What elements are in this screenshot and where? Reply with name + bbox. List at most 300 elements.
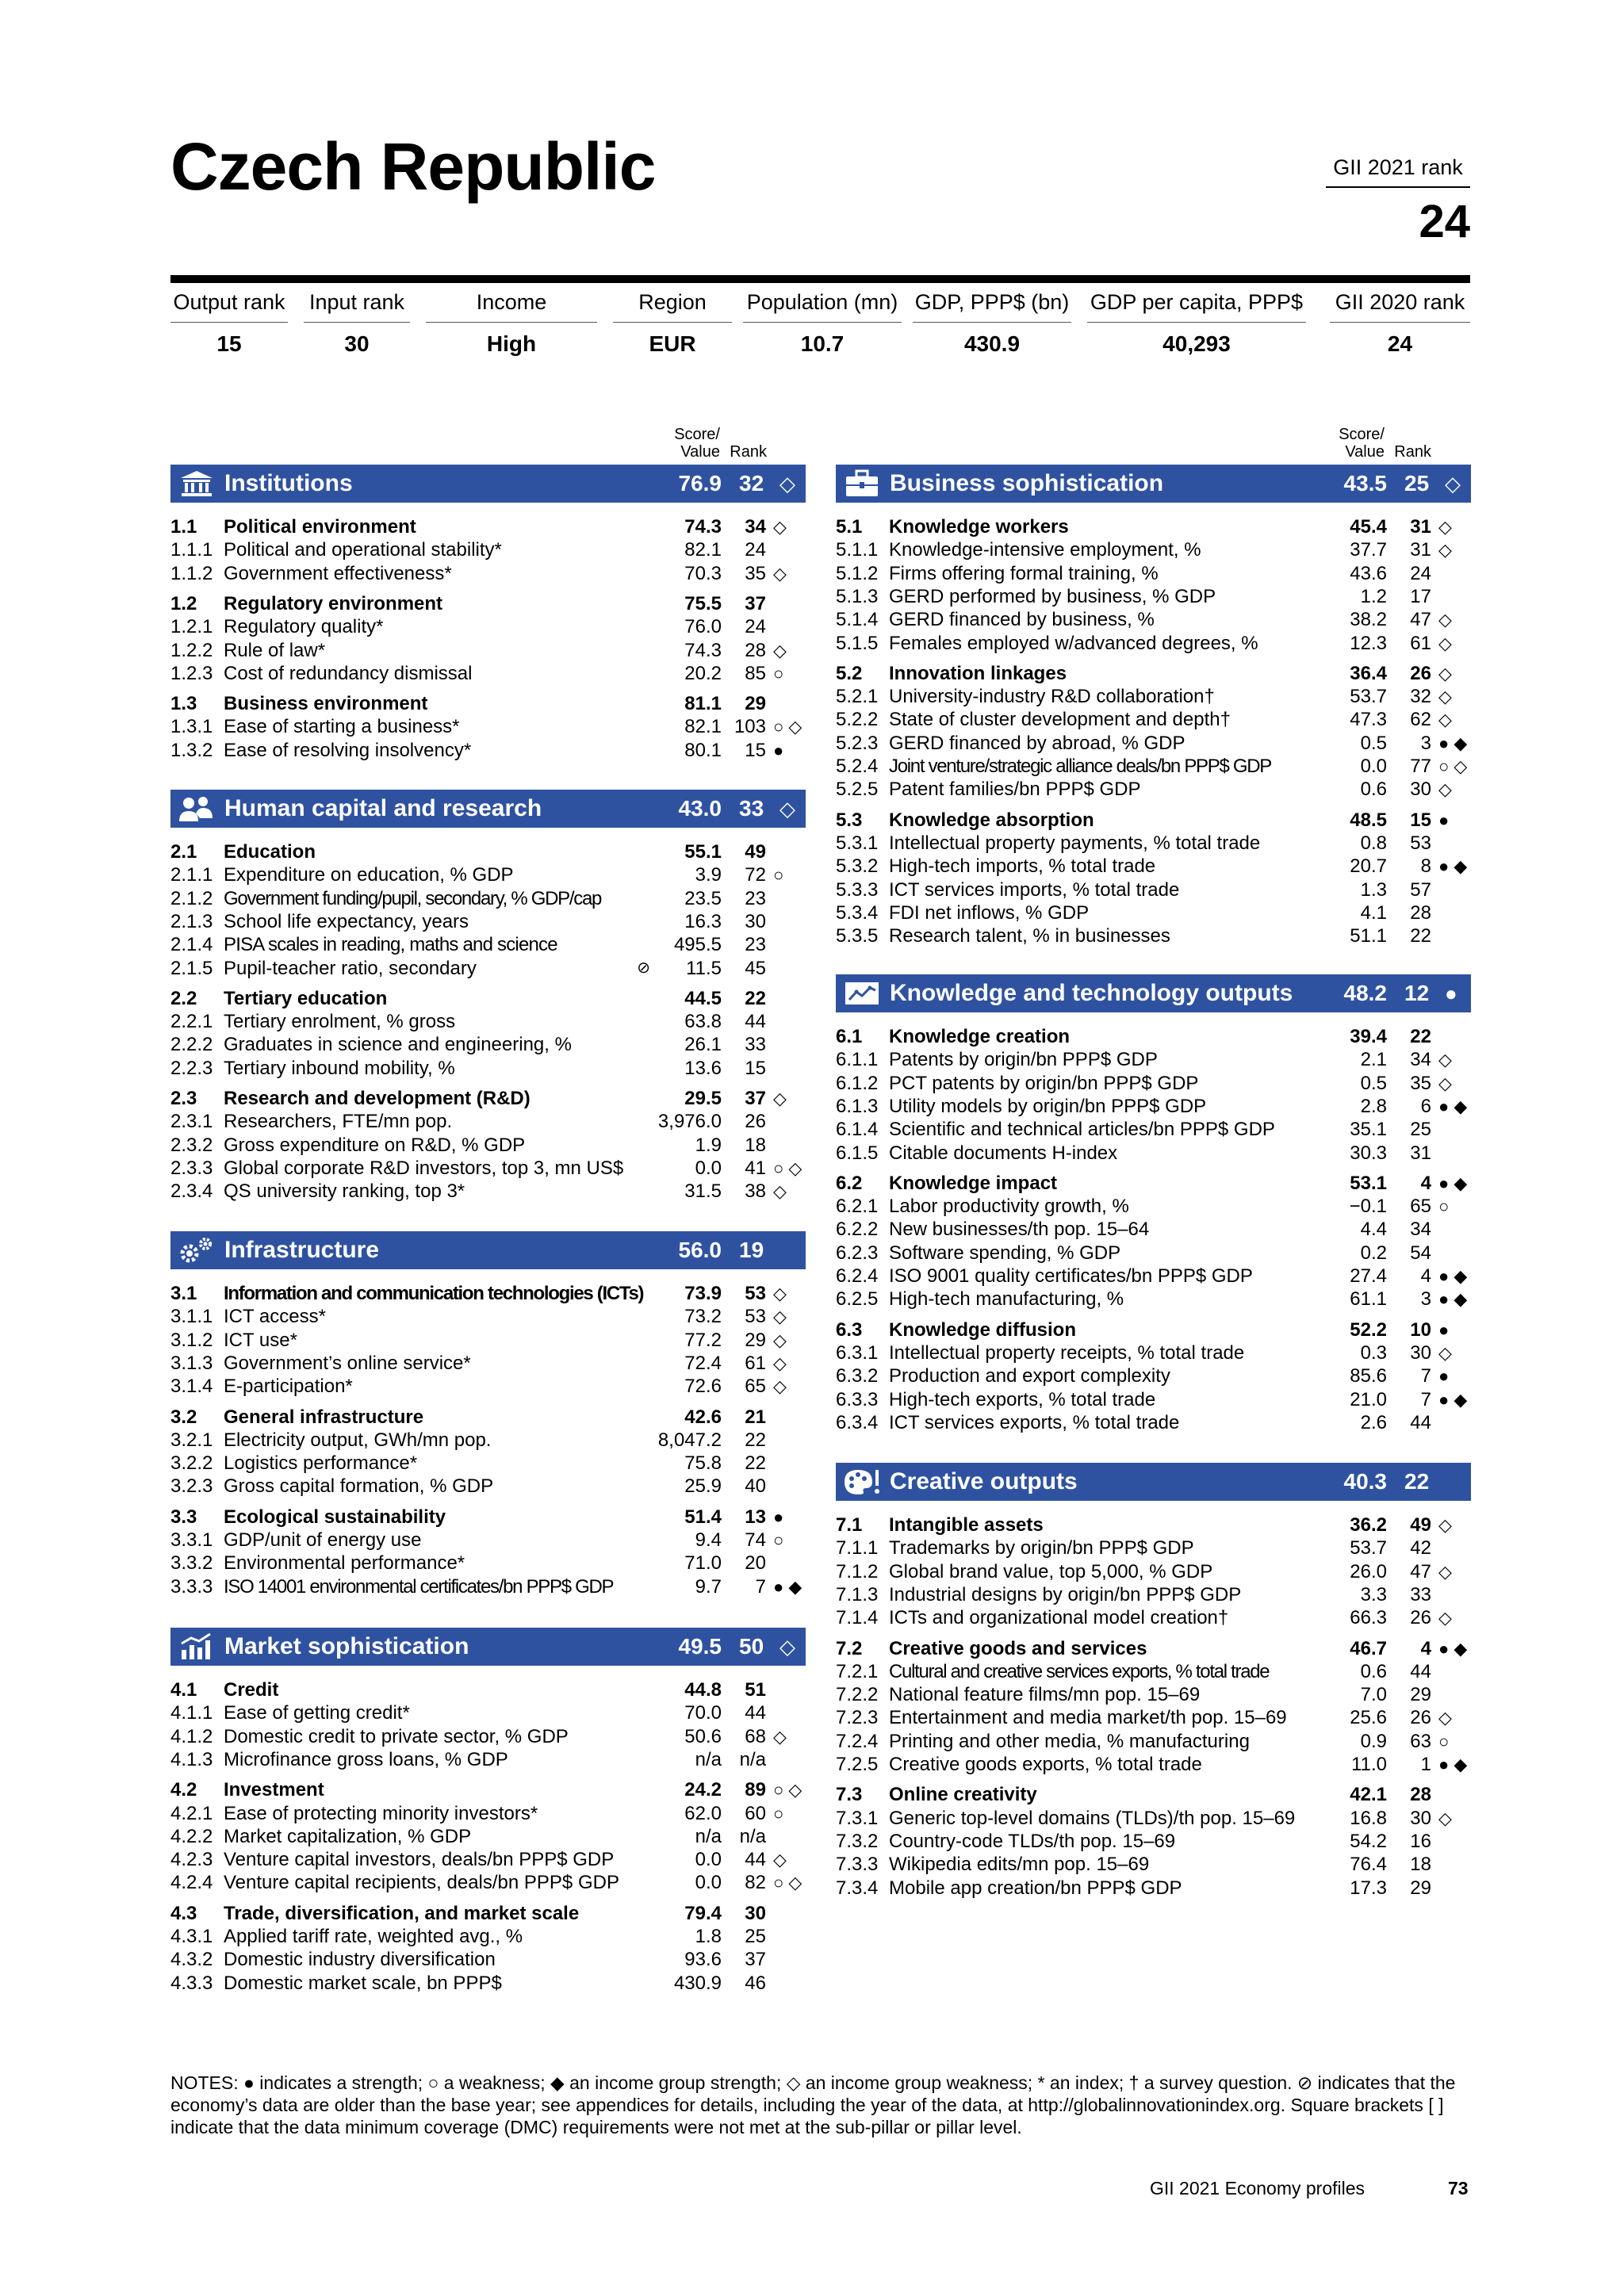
- indicator-name: Regulatory environment: [224, 592, 443, 614]
- indicator-value: 53.7: [1350, 1537, 1387, 1559]
- indicator-rank: 35: [745, 562, 766, 584]
- indicator-value: 0.5: [1360, 1072, 1387, 1094]
- indicator-value: 0.3: [1360, 1341, 1387, 1364]
- indicator-name: Investment: [224, 1779, 324, 1801]
- indicator-rank: 85: [745, 662, 766, 684]
- indicator-row-1-2-3: [170, 662, 806, 685]
- indicator-mark: ◇: [1438, 1342, 1452, 1363]
- indicator-name: Mobile app creation/bn PPP$ GDP: [889, 1877, 1182, 1899]
- indicator-code: 5.1: [836, 516, 863, 538]
- indicator-name: Patents by origin/bn PPP$ GDP: [889, 1049, 1158, 1071]
- indicator-name: Citable documents H-index: [889, 1142, 1118, 1164]
- indicator-value: 44.8: [684, 1679, 722, 1701]
- pillar-score: 43.0: [678, 796, 722, 821]
- indicator-value: 71.0: [684, 1552, 722, 1575]
- indicator-row-7-2-1: [836, 1660, 1471, 1683]
- indicator-name: Government effectiveness*: [224, 562, 452, 584]
- indicator-mark: ○ ◇: [773, 1873, 802, 1893]
- indicator-name: Logistics performance*: [224, 1452, 418, 1475]
- indicator-mark: ○ ◇: [1438, 756, 1468, 776]
- indicator-name: Generic top-level domains (TLDs)/th pop. 15–69: [889, 1807, 1296, 1829]
- indicator-code: 2.3.1: [170, 1111, 213, 1133]
- indicator-rank: 29: [745, 1329, 766, 1351]
- indicator-mark: ●: [773, 740, 784, 760]
- indicator-rank: 37: [745, 592, 766, 614]
- indicator-rank: 47: [1410, 1560, 1431, 1582]
- indicator-rank: 31: [1410, 539, 1431, 561]
- indicator-rank: 44: [745, 1702, 766, 1724]
- indicator-name: Firms offering formal training, %: [889, 562, 1159, 584]
- indicator-value: 26.0: [1350, 1560, 1387, 1582]
- indicator-value: 0.0: [695, 1849, 722, 1871]
- indicator-code: 4.3.1: [170, 1926, 213, 1947]
- indicator-row-6-3-1: [836, 1341, 1471, 1364]
- indicator-name: Domestic industry diversification: [224, 1949, 496, 1971]
- indicator-code: 1.2.1: [170, 616, 213, 638]
- indicator-value: 36.2: [1350, 1514, 1387, 1536]
- indicator-rank: 25: [745, 1926, 766, 1947]
- pillar-score: 56.0: [678, 1238, 722, 1262]
- indicator-name: Research and development (R&D): [224, 1088, 530, 1109]
- indicator-value: 29.5: [684, 1088, 722, 1109]
- indicator-row-3-3-2: [170, 1552, 806, 1575]
- indicator-code: 7.3.2: [836, 1830, 879, 1852]
- indicator-name: Knowledge absorption: [889, 809, 1094, 831]
- indicator-name: Labor productivity growth, %: [889, 1196, 1129, 1218]
- indicator-code: 2.1.2: [170, 887, 213, 909]
- indicator-value: 0.0: [695, 1157, 722, 1179]
- indicator-row-6-1: [836, 1025, 1471, 1048]
- indicator-rank: 7: [755, 1575, 766, 1598]
- indicator-row-3-1-1: [170, 1305, 806, 1328]
- indicator-row-2-1-5: [170, 957, 806, 980]
- indicator-mark: ◇: [773, 1181, 787, 1202]
- indicator-name: Trademarks by origin/bn PPP$ GDP: [889, 1537, 1194, 1559]
- summary-population-mn: Population (mn) 10.7: [743, 290, 902, 357]
- indicator-row-3-2: [170, 1406, 806, 1429]
- indicator-name: Political and operational stability*: [224, 539, 502, 561]
- indicator-code: 1.1.2: [170, 562, 213, 584]
- indicator-name: Females employed w/advanced degrees, %: [889, 632, 1258, 654]
- indicator-name: PCT patents by origin/bn PPP$ GDP: [889, 1072, 1199, 1094]
- indicator-name: Cultural and creative services exports, % total trade: [889, 1660, 1270, 1682]
- indicator-name: Ecological sustainability: [224, 1506, 446, 1528]
- indicator-code: 4.3.3: [170, 1972, 213, 1994]
- pillar-mark: ●: [1445, 982, 1457, 1005]
- indicator-value: 4.4: [1360, 1219, 1387, 1241]
- indicator-code: 6.2: [836, 1172, 863, 1194]
- indicator-value: 46.7: [1350, 1637, 1387, 1659]
- indicator-row-1-2-1: [170, 615, 806, 638]
- indicator-row-7-3-2: [836, 1830, 1471, 1853]
- indicator-code: 1.3: [170, 693, 197, 715]
- indicator-row-4-2: [170, 1778, 806, 1801]
- indicator-name: Production and export complexity: [889, 1365, 1170, 1387]
- indicator-rank: 30: [745, 910, 766, 932]
- indicator-mark: ◇: [1438, 1608, 1452, 1628]
- indicator-code: 5.2.5: [836, 779, 879, 801]
- indicator-row-3-3-3: [170, 1575, 806, 1598]
- indicator-code: 5.3.2: [836, 855, 879, 878]
- indicator-code: 7.2.2: [836, 1684, 879, 1706]
- indicator-row-5-3-4: [836, 901, 1471, 924]
- indicator-mark: ◇: [1438, 540, 1452, 561]
- indicator-mark: ○: [773, 1803, 784, 1823]
- pillar-mark: ◇: [779, 472, 795, 496]
- summary-gdp-ppp-bn: GDP, PPP$ (bn) 430.9: [913, 290, 1071, 357]
- indicator-value: 82.1: [684, 539, 722, 561]
- indicator-row-5-3-3: [836, 878, 1471, 901]
- indicator-rank: 57: [1410, 878, 1431, 901]
- indicator-mark: ○: [1438, 1196, 1450, 1217]
- indicator-code: 4.2.1: [170, 1802, 213, 1824]
- people-icon: [177, 794, 216, 823]
- indicator-value: 53.7: [1350, 686, 1387, 708]
- trend-chart-icon: [842, 979, 882, 1008]
- indicator-rank: 20: [745, 1552, 766, 1575]
- indicator-rank: 82: [745, 1872, 766, 1894]
- indicator-code: 7.2.1: [836, 1660, 879, 1682]
- indicator-row-4-3-2: [170, 1948, 806, 1971]
- indicator-code: 3.1: [170, 1283, 197, 1304]
- indicator-code: 6.1.4: [836, 1119, 879, 1141]
- indicator-mark: ● ◆: [1438, 856, 1468, 877]
- indicator-rank: 103: [733, 716, 766, 738]
- indicator-rank: 29: [1410, 1877, 1431, 1899]
- indicator-rank: 34: [745, 516, 766, 538]
- indicator-code: 5.3.4: [836, 901, 879, 924]
- indicator-rank: 22: [1410, 1026, 1431, 1047]
- indicator-mark: ● ◆: [1438, 1755, 1468, 1774]
- indicator-code: 5.1.1: [836, 539, 879, 561]
- indicator-value: 27.4: [1350, 1265, 1387, 1287]
- indicator-row-5-2-3: [836, 732, 1471, 755]
- indicator-value: 82.1: [684, 716, 722, 738]
- indicator-rank: 1: [1420, 1754, 1431, 1775]
- indicator-rank: 38: [745, 1181, 766, 1203]
- indicator-name: E-participation*: [224, 1376, 353, 1398]
- indicator-code: 3.3.1: [170, 1529, 213, 1551]
- indicator-code: 5.2.3: [836, 732, 879, 754]
- indicator-mark: ○: [773, 1530, 784, 1550]
- indicator-name: Entertainment and media market/th pop. 15–69: [889, 1707, 1287, 1729]
- indicator-name: Utility models by origin/bn PPP$ GDP: [889, 1095, 1207, 1117]
- indicator-value: 70.3: [684, 562, 722, 584]
- indicator-code: 7.1: [836, 1514, 863, 1536]
- indicator-code: 5.1.4: [836, 609, 879, 631]
- indicator-code: 6.3.2: [836, 1365, 879, 1387]
- indicator-row-5-3-1: [836, 832, 1471, 855]
- indicator-mark: ◇: [1438, 1708, 1452, 1728]
- indicator-rank: 24: [745, 539, 766, 561]
- indicator-name: Information and communication technologies (ICTs): [224, 1283, 644, 1304]
- indicator-value: 25.6: [1350, 1707, 1387, 1729]
- left-score-header: Score/ Value: [674, 426, 720, 461]
- indicator-rank: 37: [745, 1088, 766, 1109]
- indicator-mark: ◇: [1438, 710, 1452, 730]
- indicator-rank: 31: [1410, 1142, 1431, 1164]
- indicator-row-4-2-2: [170, 1825, 806, 1848]
- indicator-value: 73.9: [684, 1283, 722, 1304]
- indicator-name: Global brand value, top 5,000, % GDP: [889, 1560, 1213, 1582]
- indicator-value: 1.2: [1360, 585, 1387, 607]
- indicator-code: 5.2.1: [836, 686, 879, 708]
- indicator-rank: 23: [745, 934, 766, 956]
- indicator-code: 7.3.3: [836, 1854, 879, 1876]
- indicator-value: n/a: [695, 1748, 722, 1770]
- indicator-code: 2.1.1: [170, 864, 213, 886]
- indicator-name: Tertiary inbound mobility, %: [224, 1057, 455, 1079]
- indicator-value: 79.4: [684, 1902, 722, 1924]
- indicator-row-2-3-4: [170, 1180, 806, 1203]
- indicator-rank: 3: [1420, 732, 1431, 754]
- indicator-name: Online creativity: [889, 1784, 1037, 1806]
- indicator-code: 3.3.3: [170, 1575, 213, 1598]
- indicator-code: 2.3.3: [170, 1157, 213, 1179]
- indicator-name: GDP/unit of energy use: [224, 1529, 422, 1551]
- indicator-code: 2.2.2: [170, 1034, 213, 1056]
- indicator-mark: ● ◆: [1438, 1266, 1468, 1286]
- indicator-rank: 16: [1410, 1830, 1431, 1852]
- indicator-row-4-1: [170, 1678, 806, 1701]
- indicator-mark: ◇: [1438, 779, 1452, 800]
- indicator-rank: 24: [745, 616, 766, 638]
- pillar-name: Infrastructure: [224, 1237, 380, 1263]
- indicator-name: Scientific and technical articles/bn PPP$ GDP: [889, 1119, 1275, 1141]
- indicator-rank: 44: [1410, 1411, 1431, 1433]
- indicator-value: 47.3: [1350, 709, 1387, 731]
- indicator-name: New businesses/th pop. 15–64: [889, 1219, 1150, 1241]
- indicator-mark: ● ◆: [1438, 1173, 1468, 1193]
- indicator-value: 9.7: [695, 1575, 722, 1598]
- indicator-code: 7.2.5: [836, 1754, 879, 1775]
- indicator-rank: 32: [1410, 686, 1431, 708]
- indicator-mark: ● ◆: [773, 1576, 802, 1597]
- indicator-value: 430.9: [673, 1972, 722, 1994]
- indicator-value: 0.5: [1360, 732, 1387, 754]
- pillar-mark: ◇: [779, 1635, 795, 1659]
- palette-icon: [842, 1468, 882, 1496]
- indicator-row-6-2-1: [836, 1195, 1471, 1218]
- indicator-name: Knowledge diffusion: [889, 1318, 1076, 1341]
- indicator-value: 0.9: [1360, 1730, 1387, 1752]
- indicator-row-6-1-4: [836, 1118, 1471, 1141]
- gii-rank-value: 24: [1419, 196, 1470, 247]
- indicator-code: 2.1: [170, 841, 197, 863]
- indicator-code: 5.1.3: [836, 585, 879, 607]
- indicator-code: 7.1.1: [836, 1537, 879, 1559]
- indicator-mark: ●: [1438, 1366, 1450, 1387]
- indicator-value: 1.8: [695, 1926, 722, 1947]
- indicator-value: 17.3: [1350, 1877, 1387, 1899]
- indicator-code: 6.3.1: [836, 1341, 879, 1364]
- indicator-value: 0.0: [1360, 756, 1387, 777]
- indicator-name: Intellectual property payments, % total trade: [889, 832, 1261, 854]
- indicator-rank: 49: [1410, 1514, 1431, 1536]
- indicator-code: 1.1: [170, 516, 197, 538]
- indicator-name: Political environment: [224, 516, 416, 538]
- summary-gdp-per-capita-ppp: GDP per capita, PPP$ 40,293: [1087, 290, 1306, 357]
- indicator-value: 51.4: [684, 1506, 722, 1528]
- indicator-code: 5.1.2: [836, 562, 879, 584]
- indicator-rank: 17: [1410, 585, 1431, 607]
- indicator-value: 51.1: [1350, 925, 1387, 947]
- indicator-code: 1.2.3: [170, 662, 213, 684]
- indicator-value: 31.5: [684, 1181, 722, 1203]
- indicator-name: Global corporate R&D investors, top 3, mn US$: [224, 1157, 624, 1179]
- indicator-row-2-3-3: [170, 1157, 806, 1180]
- indicator-value: 50.6: [684, 1725, 722, 1747]
- indicator-code: 2.3: [170, 1088, 197, 1109]
- indicator-value: 7.0: [1360, 1684, 1387, 1706]
- indicator-row-1-3: [170, 692, 806, 715]
- indicator-mark: ○: [773, 865, 784, 886]
- pillar-human-capital-and-research: [170, 790, 806, 828]
- indicator-value: 2.8: [1360, 1095, 1387, 1117]
- old-data-icon: ⊘: [637, 959, 650, 977]
- indicator-row-5-1-4: [836, 608, 1471, 631]
- indicator-row-7-2-3: [836, 1706, 1471, 1729]
- indicator-rank: 22: [745, 1452, 766, 1475]
- indicator-value: 1.3: [1360, 878, 1387, 901]
- indicator-value: 70.0: [684, 1702, 722, 1724]
- pillar-score: 49.5: [678, 1634, 722, 1659]
- pillar-name: Institutions: [224, 470, 353, 496]
- pillar-infrastructure: [170, 1231, 806, 1269]
- pillar-score: 48.2: [1343, 981, 1387, 1005]
- indicator-row-7-1: [836, 1513, 1471, 1536]
- indicator-row-5-1-5: [836, 632, 1471, 655]
- indicator-code: 7.1.4: [836, 1607, 879, 1629]
- indicator-rank: 7: [1420, 1365, 1431, 1387]
- indicator-value: 81.1: [684, 693, 722, 715]
- indicator-row-1-3-2: [170, 739, 806, 762]
- indicator-code: 6.1.1: [836, 1049, 879, 1071]
- indicator-name: Electricity output, GWh/mn pop.: [224, 1429, 492, 1451]
- footer-text: GII 2021 Economy profiles: [1150, 2178, 1365, 2198]
- indicator-row-4-3: [170, 1902, 806, 1925]
- pillar-rank: 19: [739, 1238, 764, 1262]
- indicator-code: 5.3.3: [836, 878, 879, 901]
- indicator-row-1-1-2: [170, 562, 806, 585]
- indicator-value: 39.4: [1350, 1026, 1387, 1047]
- indicator-row-5-3: [836, 809, 1471, 832]
- indicator-code: 3.1.3: [170, 1352, 213, 1374]
- indicator-rank: 44: [1410, 1660, 1431, 1682]
- summary-output-rank: Output rank 15: [170, 290, 288, 357]
- indicator-value: 75.5: [684, 592, 722, 614]
- pillar-name: Creative outputs: [890, 1468, 1078, 1494]
- indicator-row-6-2-2: [836, 1218, 1471, 1241]
- indicator-rank: 54: [1410, 1242, 1431, 1264]
- indicator-code: 6.1: [836, 1026, 863, 1047]
- summary-input-rank: Input rank 30: [304, 290, 410, 357]
- indicator-code: 6.2.4: [836, 1265, 879, 1287]
- indicator-mark: ●: [1438, 809, 1450, 830]
- indicator-row-2-1-1: [170, 863, 806, 886]
- indicator-mark: ● ◆: [1438, 733, 1468, 753]
- indicator-row-1-2: [170, 592, 806, 615]
- indicator-row-7-3-3: [836, 1853, 1471, 1876]
- indicator-rank: 33: [1410, 1583, 1431, 1605]
- indicator-name: State of cluster development and depth†: [889, 709, 1231, 731]
- indicator-name: Innovation linkages: [889, 662, 1067, 684]
- indicator-row-4-1-1: [170, 1701, 806, 1724]
- indicator-row-3-2-2: [170, 1452, 806, 1475]
- indicator-value: 35.1: [1350, 1119, 1387, 1141]
- indicator-code: 3.1.1: [170, 1306, 213, 1328]
- indicator-name: Rule of law*: [224, 639, 326, 661]
- indicator-row-7-2-2: [836, 1683, 1471, 1706]
- indicator-value: 75.8: [684, 1452, 722, 1475]
- indicator-mark: ◇: [1438, 1561, 1452, 1582]
- indicator-mark: ● ◆: [1438, 1638, 1468, 1659]
- indicator-rank: 37: [745, 1949, 766, 1971]
- pillar-name: Human capital and research: [224, 795, 542, 821]
- indicator-name: High-tech imports, % total trade: [889, 855, 1156, 878]
- page-title: Czech Republic: [170, 129, 656, 204]
- indicator-name: ISO 9001 quality certificates/bn PPP$ GDP: [889, 1265, 1253, 1287]
- indicator-name: Patent families/bn PPP$ GDP: [889, 779, 1141, 801]
- indicator-rank: 15: [1410, 809, 1431, 831]
- indicator-row-7-3-4: [836, 1877, 1471, 1900]
- indicator-mark: ● ◆: [1438, 1389, 1468, 1410]
- indicator-code: 6.2.2: [836, 1219, 879, 1241]
- indicator-code: 6.2.1: [836, 1196, 879, 1218]
- pillar-creative-outputs: [836, 1463, 1471, 1501]
- indicator-code: 4.3: [170, 1902, 197, 1924]
- indicator-row-6-1-2: [836, 1072, 1471, 1095]
- indicator-row-5-1-3: [836, 585, 1471, 608]
- indicator-rank: 53: [1410, 832, 1431, 854]
- indicator-rank: 23: [745, 887, 766, 909]
- indicator-code: 2.2: [170, 987, 197, 1009]
- indicator-value: 61.1: [1350, 1288, 1387, 1311]
- indicator-name: High-tech exports, % total trade: [889, 1388, 1156, 1410]
- pillar-business-sophistication: [836, 465, 1471, 503]
- indicator-mark: ◇: [773, 1726, 787, 1747]
- indicator-value: 3,976.0: [657, 1111, 722, 1133]
- indicator-name: Environmental performance*: [224, 1552, 465, 1575]
- indicator-name: Knowledge workers: [889, 516, 1069, 538]
- indicator-rank: 28: [1410, 901, 1431, 924]
- indicator-name: Government’s online service*: [224, 1352, 471, 1374]
- indicator-rank: 42: [1410, 1537, 1431, 1559]
- indicator-code: 5.2: [836, 662, 863, 684]
- indicator-mark: ● ◆: [1438, 1096, 1468, 1116]
- indicator-name: Ease of getting credit*: [224, 1702, 410, 1724]
- indicator-mark: ◇: [1438, 1515, 1452, 1535]
- indicator-value: 16.8: [1350, 1807, 1387, 1829]
- indicator-value: 3.3: [1360, 1583, 1387, 1605]
- indicator-code: 2.2.1: [170, 1011, 213, 1033]
- indicator-code: 6.1.2: [836, 1072, 879, 1094]
- pillar-name: Business sophistication: [890, 470, 1164, 496]
- indicator-value: 20.7: [1350, 855, 1387, 878]
- indicator-row-5-2-5: [836, 778, 1471, 801]
- indicator-rank: 61: [745, 1352, 766, 1374]
- indicator-code: 5.3: [836, 809, 863, 831]
- pillar-rank: 50: [739, 1634, 764, 1659]
- indicator-row-2-1-3: [170, 910, 806, 933]
- indicator-rank: 44: [745, 1011, 766, 1033]
- indicator-value: 54.2: [1350, 1830, 1387, 1852]
- indicator-value: 11.0: [1351, 1754, 1387, 1775]
- indicator-row-5-2: [836, 662, 1471, 685]
- indicator-value: 52.2: [1350, 1318, 1387, 1341]
- indicator-row-6-1-3: [836, 1095, 1471, 1118]
- indicator-rank: 62: [1410, 709, 1431, 731]
